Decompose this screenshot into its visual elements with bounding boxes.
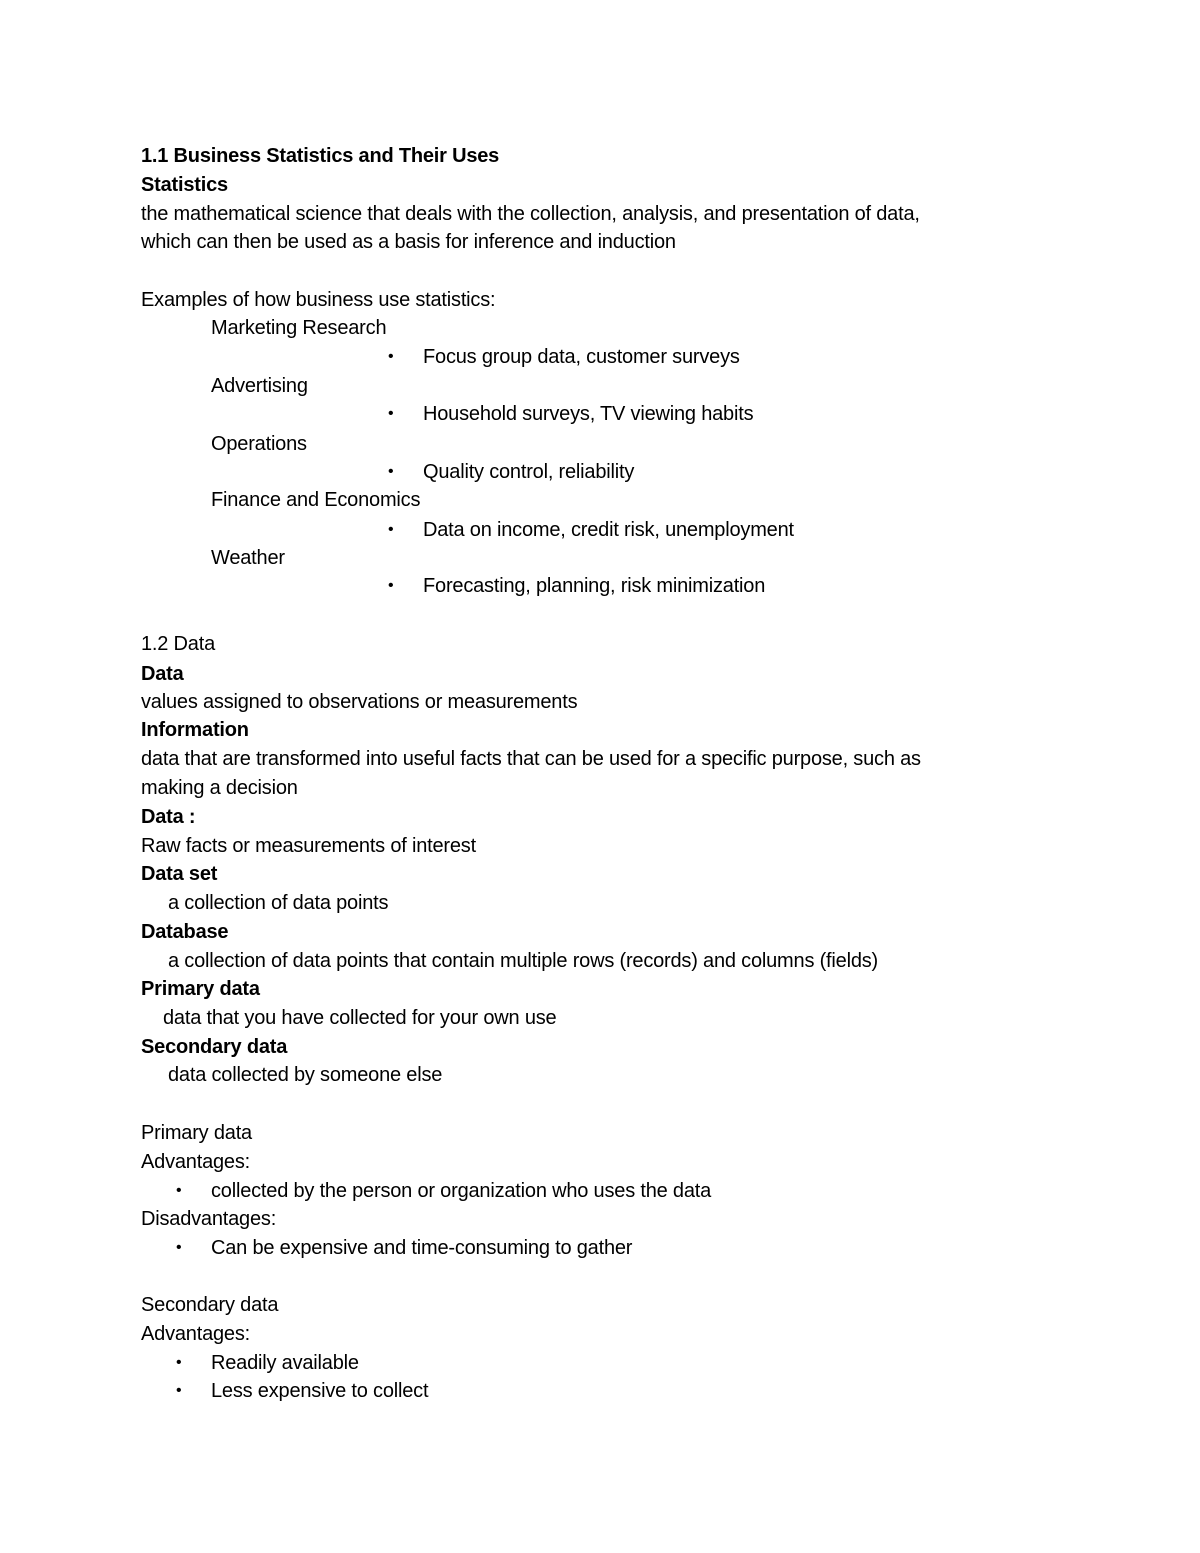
primary-disadvantages-label: Disadvantages: xyxy=(141,1208,277,1230)
example-category-finance-economics: Finance and Economics xyxy=(211,489,421,511)
secondary-advantages-label: Advantages: xyxy=(141,1323,250,1345)
section-heading-data: 1.2 Data xyxy=(141,633,216,655)
example-detail-operations: Quality control, reliability xyxy=(423,461,635,483)
bullet-icon: • xyxy=(176,1382,182,1399)
bullet-icon: • xyxy=(176,1354,182,1371)
examples-intro: Examples of how business use statistics: xyxy=(141,289,496,311)
definition-statistics-line2: which can then be used as a basis for inference and induction xyxy=(141,231,676,253)
definition-data-colon: Raw facts or measurements of interest xyxy=(141,835,476,857)
term-information: Information xyxy=(141,719,249,741)
primary-advantages-label: Advantages: xyxy=(141,1151,250,1173)
definition-data-set: a collection of data points xyxy=(168,892,389,914)
definition-data: values assigned to observations or measurements xyxy=(141,691,578,713)
definition-database: a collection of data points that contain multiple rows (records) and columns (fields) xyxy=(168,950,879,972)
definition-information-line2: making a decision xyxy=(141,777,298,799)
primary-data-title: Primary data xyxy=(141,1122,252,1144)
term-primary-data: Primary data xyxy=(141,978,260,1000)
term-statistics: Statistics xyxy=(141,174,228,196)
term-data: Data xyxy=(141,663,184,685)
term-data-set: Data set xyxy=(141,863,218,885)
definition-primary-data: data that you have collected for your own use xyxy=(163,1007,557,1029)
bullet-icon: • xyxy=(388,521,394,538)
bullet-icon: • xyxy=(388,405,394,422)
bullet-icon: • xyxy=(388,577,394,594)
definition-secondary-data: data collected by someone else xyxy=(168,1064,443,1086)
term-database: Database xyxy=(141,921,229,943)
primary-advantage-item: collected by the person or organization who uses the data xyxy=(211,1180,712,1202)
example-detail-marketing-research: Focus group data, customer surveys xyxy=(423,346,740,368)
example-category-operations: Operations xyxy=(211,433,307,455)
example-category-weather: Weather xyxy=(211,547,285,569)
bullet-icon: • xyxy=(388,348,394,365)
bullet-icon: • xyxy=(388,463,394,480)
example-category-marketing-research: Marketing Research xyxy=(211,317,387,339)
definition-information-line1: data that are transformed into useful facts that can be used for a specific purpose, such as xyxy=(141,748,921,770)
term-data-colon: Data : xyxy=(141,806,196,828)
bullet-icon: • xyxy=(176,1239,182,1256)
example-detail-finance-economics: Data on income, credit risk, unemployment xyxy=(423,519,794,541)
term-secondary-data: Secondary data xyxy=(141,1036,288,1058)
example-detail-advertising: Household surveys, TV viewing habits xyxy=(423,403,754,425)
secondary-data-title: Secondary data xyxy=(141,1294,279,1316)
example-detail-weather: Forecasting, planning, risk minimization xyxy=(423,575,766,597)
example-category-advertising: Advertising xyxy=(211,375,308,397)
bullet-icon: • xyxy=(176,1182,182,1199)
secondary-advantage-item: Readily available xyxy=(211,1352,359,1374)
primary-disadvantage-item: Can be expensive and time-consuming to gather xyxy=(211,1237,633,1259)
secondary-advantage-item: Less expensive to collect xyxy=(211,1380,429,1402)
section-heading-business-statistics: 1.1 Business Statistics and Their Uses xyxy=(141,145,500,167)
definition-statistics-line1: the mathematical science that deals with the collection, analysis, and presentation of data, xyxy=(141,203,920,225)
